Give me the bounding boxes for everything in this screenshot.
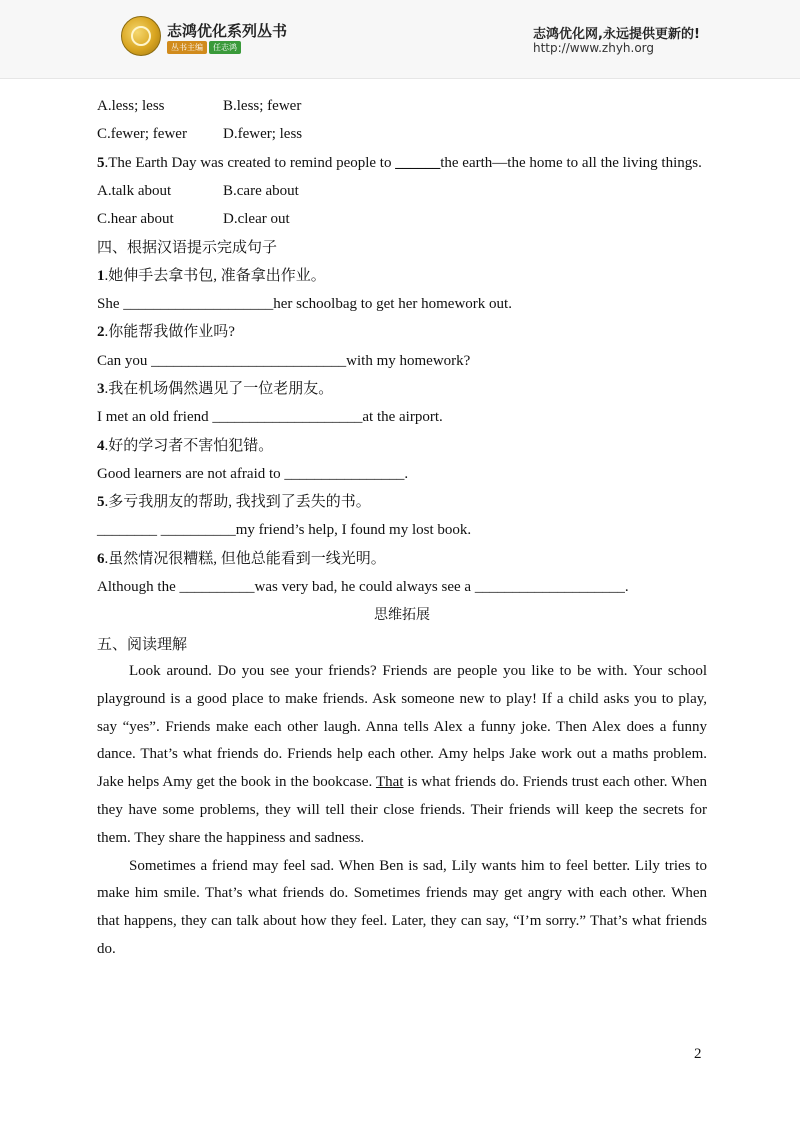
s4-item-5-cn-text: .多亏我朋友的帮助, 我找到了丢失的书。 (104, 494, 371, 511)
s4-item-3-cn (97, 375, 707, 403)
s4-item-6-en: Although the __________was very bad, he could always see a ____________________. (97, 579, 629, 596)
s4-item-1-cn (97, 262, 707, 290)
s4-item-4-en: Good learners are not afraid to ________________. (97, 465, 409, 482)
q5-option-c: C.hear about (97, 211, 174, 228)
page-number: 2 (694, 1046, 702, 1062)
reading-paragraph-2: Sometimes a friend may feel sad. When Ben is sad, Lily wants him to feel better. Lily tries to make him smile. That’s what friends do. Sometimes friends may get angry with each other. When that happens, they can talk about how they feel. Later, they can say, “I’m sorry.” That’s what friends do. (97, 857, 707, 957)
q4-option-c: C.fewer; fewer (97, 126, 187, 143)
s4-item-6-cn-text: .虽然情况很糟糕, 但他总能看到一线光明。 (104, 550, 386, 567)
s4-item-2-number: 2 (97, 324, 105, 341)
s4-item-5-cn (97, 488, 707, 516)
q4-option-a: A.less; less (97, 98, 165, 114)
q5-option-d: D.clear out (223, 211, 290, 228)
s4-item-2-cn (97, 318, 707, 346)
q4-option-b: B.less; fewer (223, 98, 302, 114)
s4-item-6-cn (97, 545, 707, 573)
q4-options-row-1 (97, 92, 707, 120)
section4-title: 四、根据汉语提示完成句子 (97, 238, 278, 257)
s4-item-3-cn-text: .我在机场偶然遇见了一位老朋友。 (104, 380, 334, 397)
editor-badges (167, 41, 241, 54)
q5-option-a: A.talk about (97, 182, 172, 199)
extension-heading: 思维拓展 (374, 607, 430, 624)
s4-item-1-number: 1 (97, 267, 105, 284)
editor-badge-name: 任志鸿 (209, 41, 241, 54)
reading-paragraph-1 (97, 658, 707, 853)
s4-item-3-en: I met an old friend ____________________at the airport. (97, 409, 443, 426)
q4-options-row-2 (97, 120, 707, 148)
s4-item-1-cn-text: .她伸手去拿书包, 准备拿出作业。 (104, 267, 326, 284)
q5-option-b: B.care about (223, 182, 299, 199)
para1-underlined-word: That (375, 774, 404, 791)
s4-item-4-number: 4 (97, 437, 105, 454)
header-url[interactable]: http://www.zhyh.org (533, 41, 655, 55)
header-slogan: 志鸿优化网,永远提供更新的! (533, 27, 700, 42)
s4-item-4-cn (97, 432, 707, 460)
s4-item-5-number: 5 (97, 494, 105, 511)
s4-item-6-number: 6 (97, 550, 105, 567)
para1-after: is what friends do. Friends trust each other. When they have some problems, they will tell their close friends. Their friends will keep the secrets for them. They share the happiness and sadness. (97, 774, 708, 846)
series-title: 志鸿优化系列丛书 (167, 22, 288, 40)
page-header (0, 0, 800, 79)
q5-options-row-2 (97, 205, 707, 233)
s4-item-1-en: She ____________________her schoolbag to get her homework out. (97, 296, 512, 313)
s4-item-3-number: 3 (97, 380, 105, 397)
s4-item-2-en: Can you __________________________with my homework? (97, 352, 471, 369)
q5-question (97, 149, 707, 177)
s4-item-5-en: ________ __________my friend’s help, I found my lost book. (97, 522, 472, 539)
q4-option-d: D.fewer; less (223, 126, 303, 143)
q5-options-row-1 (97, 177, 707, 205)
para1-before: Look around. Do you see your friends? Friends are people you like to be with. Your school playground is a good place to make friends. Ask someone new to play! If a child asks you to play, say “yes”. Friends make each other laugh. Anna tells Alex a funny joke. Then Alex does a funny dance. That’s what friends do. Friends help each other. Amy helps Jake work out a maths problem. Jake helps Amy get the book in the bookcase. (97, 662, 707, 791)
q5-text-before: .The Earth Day was created to remind people to (104, 154, 396, 171)
publisher-logo-icon (121, 16, 161, 56)
editor-badge-label: 丛书主编 (167, 41, 207, 54)
section5-title: 五、阅读理解 (97, 634, 188, 653)
q5-number: 5 (97, 154, 105, 171)
page-content (97, 92, 707, 964)
s4-item-2-cn-text: .你能帮我做作业吗? (104, 324, 235, 341)
q5-text-after: the earth—the home to all the living things. (440, 154, 702, 171)
q5-blank: ______ (395, 154, 441, 171)
s4-item-4-cn-text: .好的学习者不害怕犯错。 (104, 437, 274, 454)
